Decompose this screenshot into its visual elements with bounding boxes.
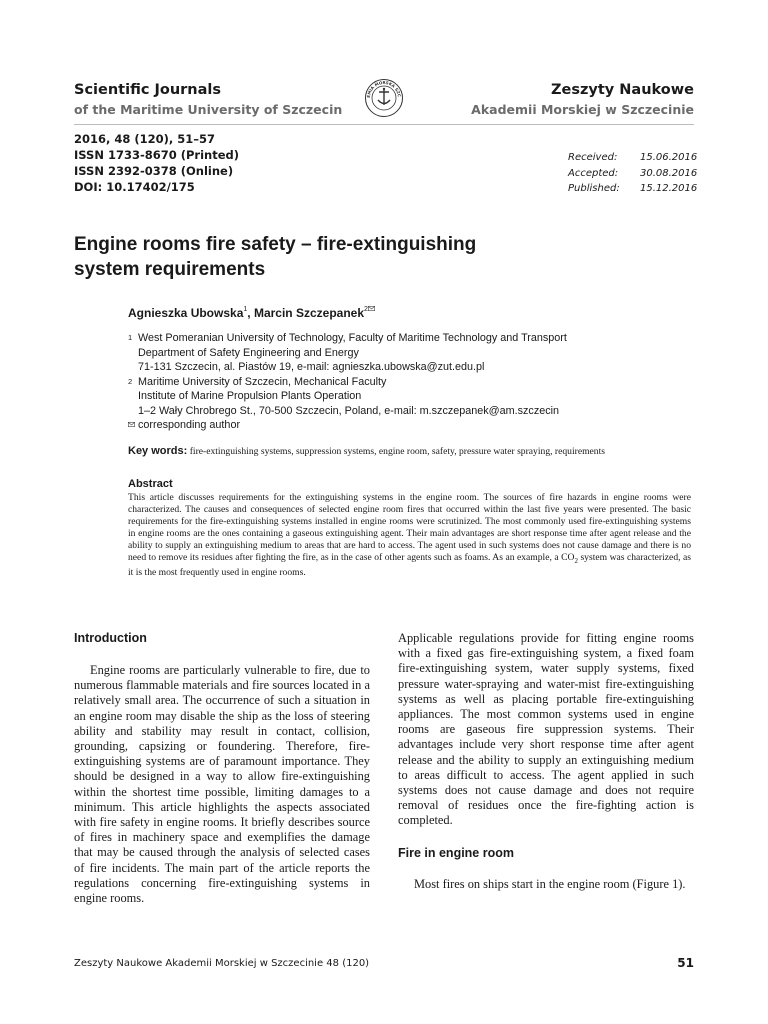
- author-ubowska: Agnieszka Ubowska: [128, 306, 244, 320]
- article-title-line-1: Engine rooms fire safety – fire-extinguishing: [74, 234, 477, 255]
- article-title: [74, 232, 594, 282]
- abstract-text-part: system was characterized, as it is the most frequently used in engine rooms.: [128, 552, 691, 579]
- issn-online: ISSN 2392-0378 (Online): [74, 164, 234, 178]
- author2-affiliation-mark: 2: [364, 306, 368, 313]
- doi: DOI: 10.17402/175: [74, 180, 195, 194]
- affiliation-line: 71-131 Szczecin, al. Piastów 19, e-mail: agnieszka.ubowska@zut.edu.pl: [138, 361, 485, 373]
- intro-paragraph-2: Applicable regulations provide for fitting engine rooms with a fixed gas fire-extinguishing system, a fixed foam fire-extinguishing system, water supply systems, fixed pressure water-spraying and water-mist fire-extinguishing systems as well as placing portable fire-extinguishing appliances. The most common systems used in engine rooms are gaseous fire suppression systems. Their advantages include very short response time after agent release and the ability to supply an extinguishing medium to areas difficult to access. The agent applied in such systems does not cause damage and does not require removal of residues once the fire-fighting action is completed.: [398, 631, 694, 828]
- citation: 2016, 48 (120), 51–57: [74, 132, 216, 146]
- intro-paragraph-1: Engine rooms are particularly vulnerable to fire, due to numerous flammable materials and fire sources located in a relatively small area. The occurrence of such a situation in an engine room may disable the ship as the loss of steering ability and stability may result in contact, collision, grounding, capsizing or foundering. Therefore, fire-extinguishing systems are of paramount importance. They should be designed in a way to allow fire-extinguishing within the shortest time possible, limiting damages to a minimum. This article highlights the aspects associated with fire safety in engine rooms. It briefly describes source of fires in machinery space and exemplifies the damage that may be caused through the analysis of selected cases of fire incidents. The main part of the article reports the regulations concerning fire-extinguishing systems in engine rooms.: [74, 663, 370, 906]
- abstract-heading: Abstract: [128, 478, 173, 490]
- page-number: 51: [677, 956, 694, 970]
- keywords: [128, 445, 688, 458]
- affiliation-line: Maritime University of Szczecin, Mechanical Faculty: [138, 375, 387, 388]
- publication-meta: [74, 131, 239, 195]
- affiliation-line: 1–2 Wały Chrobrego St., 70-500 Szczecin, Poland, e-mail: m.szczepanek@am.szczecin: [138, 404, 560, 417]
- body-column-right: [398, 631, 694, 892]
- corresponding-author-note: [128, 418, 688, 433]
- envelope-icon: [368, 306, 375, 313]
- header-divider: [74, 124, 694, 125]
- issn-print: ISSN 1733-8670 (Printed): [74, 148, 240, 162]
- affiliation-line: West Pomeranian University of Technology, Faculty of Maritime Technology and Transport: [138, 332, 567, 344]
- author-szczepanek: Marcin Szczepanek: [253, 306, 364, 320]
- published-label: Published:: [568, 183, 620, 194]
- affiliations: [128, 331, 688, 433]
- journal-name-en: Scientific Journals: [74, 82, 221, 98]
- accepted-label: Accepted:: [568, 167, 619, 179]
- keywords-label: Key words:: [128, 445, 188, 457]
- envelope-icon: [128, 418, 138, 433]
- author1-affiliation-mark: 1: [243, 306, 248, 313]
- footer-journal: Zeszyty Naukowe Akademii Morskiej w Szczecinie 48 (120): [74, 958, 370, 969]
- fire-paragraph: Most fires on ships start in the engine room (Figure 1).: [414, 876, 686, 891]
- author-list: [128, 306, 375, 320]
- university-seal-icon: [364, 78, 404, 118]
- body-column-left: [74, 631, 370, 906]
- received-label: Received:: [568, 152, 618, 163]
- published-date: 15.12.2016: [640, 183, 698, 194]
- received-date: 15.06.2016: [640, 152, 698, 163]
- seal-text: EMIA MORSKA SZC: [365, 79, 402, 98]
- accepted-date: 30.08.2016: [640, 167, 698, 179]
- svg-text:AKADEMIA MORSKA SZCZECIN: [364, 78, 402, 98]
- affiliation-1: [128, 331, 688, 375]
- journal-name-pl: Zeszyty Naukowe: [551, 82, 694, 98]
- affiliation-number: 2: [128, 376, 133, 386]
- abstract-text-part: This article discusses requirements for the extinguishing systems in the engine room. The sources of fire hazards in engine rooms were characterized. The causes and consequences of selected engine room fires that occurred within the last five years were presented. The basic requirements for the fire-extinguishing systems installed in engine rooms were scrutinized. The most commonly used fire-extinguishing systems in engine rooms are the ones containing a gaseous extinguishing agent. Their main advantages are short response time after agent release and the ability to supply an extinguishing medium to areas that are hard to access. The agent used in such systems does not cause damage and there is no need to remove its residues after fighting the fire, as in the case of other agents such as foams. As an example, a CO: [128, 492, 691, 564]
- abstract-text: [128, 492, 691, 580]
- abstract-subscript: 2: [574, 557, 578, 566]
- article-title-line-2: system requirements: [74, 259, 266, 280]
- affiliation-number: 1: [128, 333, 133, 342]
- corresponding-label: corresponding author: [138, 419, 241, 431]
- section-heading-introduction: Introduction: [74, 631, 147, 645]
- affiliation-line: Institute of Marine Propulsion Plants Operation: [138, 390, 362, 402]
- keywords-text: fire-extinguishing systems, suppression systems, engine room, safety, pressure water spraying, requirements: [189, 446, 605, 457]
- journal-name-pl-subtitle: Akademii Morskiej w Szczecinie: [471, 102, 694, 117]
- affiliation-line: Department of Safety Engineering and Energy: [138, 346, 359, 359]
- publication-dates: [568, 150, 700, 197]
- author-separator: ,: [247, 306, 254, 320]
- affiliation-2: [128, 375, 688, 419]
- section-heading-fire: Fire in engine room: [398, 845, 514, 860]
- journal-name-en-subtitle: of the Maritime University of Szczecin: [74, 102, 343, 117]
